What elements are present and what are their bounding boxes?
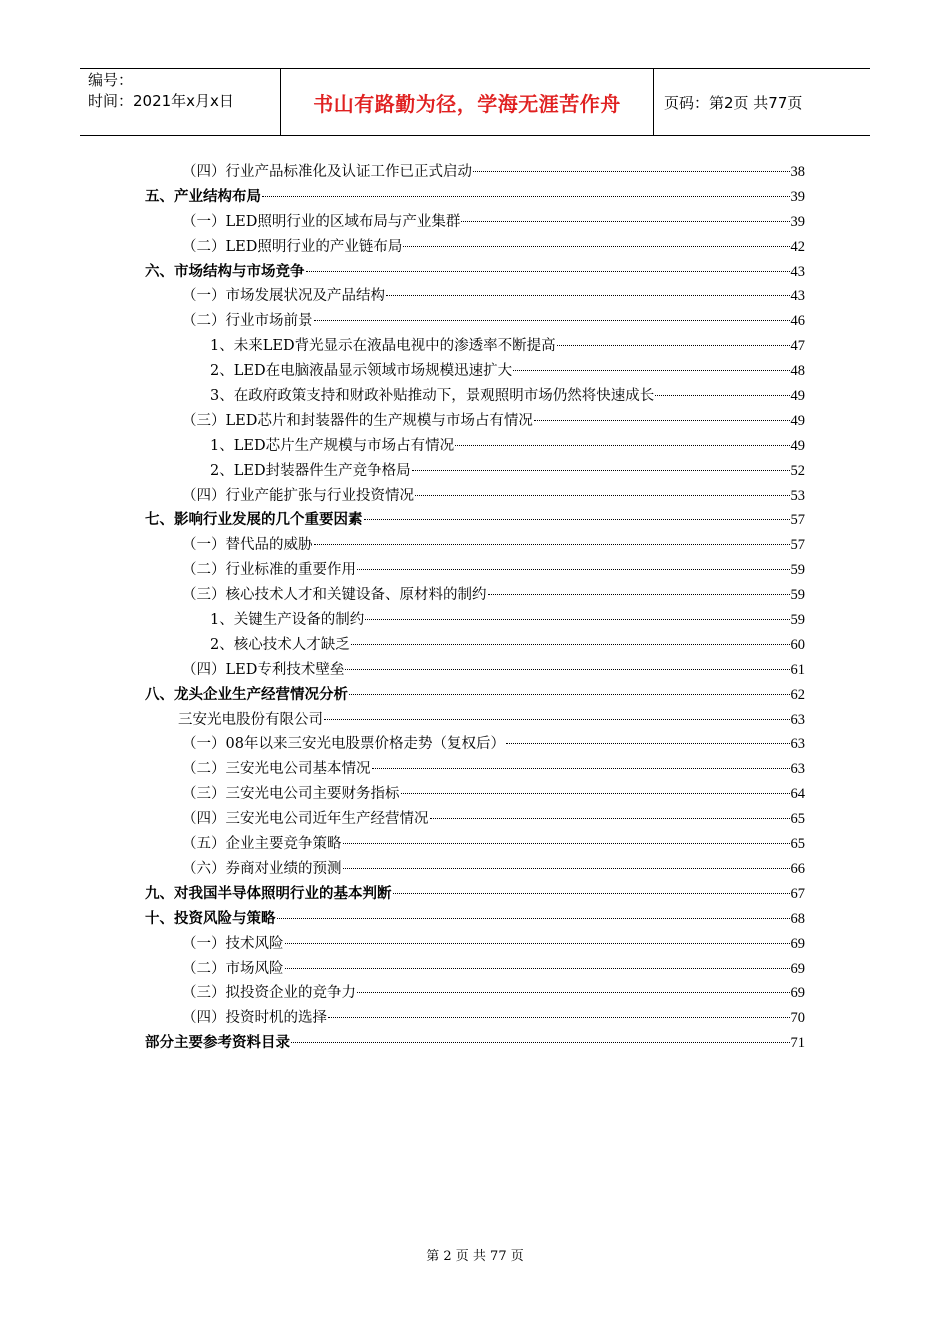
toc-entry[interactable]	[145, 832, 805, 857]
toc-entry-page: 63	[790, 736, 805, 753]
toc-entry-page: 52	[790, 462, 805, 479]
toc-entry-page: 59	[790, 587, 805, 604]
toc-entry[interactable]	[145, 932, 805, 957]
toc-entry[interactable]	[145, 434, 805, 459]
toc-entry-page: 46	[790, 313, 805, 330]
time-label: 时间：2021年x月x日	[88, 92, 234, 110]
toc-entry-page: 63	[790, 761, 805, 778]
toc-entry[interactable]	[145, 284, 805, 309]
toc-entry-title: 六、市场结构与市场竞争	[145, 263, 305, 280]
toc-entry-page: 59	[790, 612, 805, 629]
toc-entry-page: 38	[790, 164, 805, 180]
toc-dot-leader	[513, 370, 789, 371]
toc-entry-title: 2、LED在电脑液晶显示领域市场规模迅速扩大	[210, 363, 513, 380]
toc-entry-page: 57	[790, 512, 805, 529]
toc-entry-title: 十、投资风险与策略	[145, 910, 276, 927]
header-meta	[80, 69, 281, 135]
toc-entry[interactable]	[145, 160, 805, 185]
toc-entry[interactable]	[145, 1031, 805, 1056]
toc-entry-title: 七、影响行业发展的几个重要因素	[145, 512, 363, 529]
toc-entry[interactable]	[145, 907, 805, 932]
toc-entry-title: （二）行业标准的重要作用	[182, 562, 356, 579]
toc-entry[interactable]	[145, 957, 805, 982]
toc-entry[interactable]	[145, 882, 805, 907]
toc-dot-leader	[386, 295, 790, 296]
page-footer: 第 2 页 共 77 页	[426, 1249, 524, 1264]
toc-dot-leader	[262, 196, 790, 197]
header-motto: 书山有路勤为径，学海无涯苦作舟	[281, 69, 654, 135]
toc-entry-title: （四）行业产能扩张与行业投资情况	[182, 487, 414, 504]
toc-entry-page: 66	[790, 860, 805, 877]
toc-dot-leader	[403, 246, 789, 247]
toc-entry[interactable]	[145, 260, 805, 285]
toc-dot-leader	[393, 893, 790, 894]
toc-entry[interactable]	[145, 309, 805, 334]
toc-entry-page: 71	[790, 1035, 805, 1052]
toc-entry-title: （一）08年以来三安光电股票价格走势（复权后）	[182, 736, 505, 753]
toc-entry-title: 八、龙头企业生产经营情况分析	[145, 686, 348, 703]
toc-entry-page: 65	[790, 811, 805, 828]
toc-dot-leader	[291, 1042, 790, 1043]
toc-entry-title: （三）核心技术人才和关键设备、原材料的制约	[182, 587, 487, 604]
toc-entry[interactable]	[145, 484, 805, 509]
toc-entry-page: 49	[790, 437, 805, 454]
toc-entry[interactable]	[145, 608, 805, 633]
toc-entry-page: 69	[790, 935, 805, 952]
toc-entry-title: 3、在政府政策支持和财政补贴推动下，景观照明市场仍然将快速成长	[210, 388, 655, 405]
toc-entry-page: 60	[790, 636, 805, 653]
toc-entry-page: 69	[790, 960, 805, 977]
table-of-contents	[145, 160, 805, 1056]
toc-entry-page: 62	[790, 686, 805, 703]
toc-dot-leader	[343, 843, 790, 844]
toc-entry-title: （五）企业主要竞争策略	[182, 836, 342, 853]
toc-dot-leader	[372, 768, 790, 769]
toc-dot-leader	[365, 619, 789, 620]
toc-entry-page: 67	[790, 885, 805, 902]
toc-entry-title: （一）技术风险	[182, 935, 284, 952]
toc-entry-title: （三）LED芯片和封装器件的生产规模与市场占有情况	[182, 412, 533, 429]
toc-entry[interactable]	[145, 857, 805, 882]
toc-entry-page: 43	[790, 263, 805, 280]
toc-dot-leader	[285, 968, 790, 969]
toc-dot-leader	[285, 943, 790, 944]
toc-entry[interactable]	[145, 807, 805, 832]
toc-dot-leader	[412, 470, 790, 471]
number-label: 编号：	[88, 71, 134, 89]
toc-entry-title: （一）市场发展状况及产品结构	[182, 288, 385, 305]
toc-entry-page: 69	[790, 985, 805, 1002]
toc-entry-page: 65	[790, 836, 805, 853]
toc-entry[interactable]	[145, 235, 805, 260]
toc-dot-leader	[357, 992, 790, 993]
page-header	[80, 68, 870, 136]
toc-dot-leader	[328, 1017, 790, 1018]
toc-entry-title: 五、产业结构布局	[145, 188, 261, 205]
toc-entry[interactable]	[145, 757, 805, 782]
toc-entry-page: 47	[790, 338, 805, 355]
toc-entry[interactable]	[145, 533, 805, 558]
toc-entry[interactable]	[145, 732, 805, 757]
toc-dot-leader	[314, 544, 790, 545]
toc-entry-title: （二）市场风险	[182, 960, 284, 977]
toc-entry-page: 63	[790, 711, 805, 728]
toc-dot-leader	[314, 320, 790, 321]
toc-entry-page: 49	[790, 388, 805, 405]
toc-entry[interactable]	[145, 708, 805, 733]
toc-entry-page: 68	[790, 910, 805, 927]
toc-entry[interactable]	[145, 558, 805, 583]
toc-entry[interactable]	[145, 683, 805, 708]
toc-entry-title: （二）三安光电公司基本情况	[182, 761, 371, 778]
toc-dot-leader	[415, 495, 790, 496]
toc-dot-leader	[357, 569, 790, 570]
toc-entry-title: （二）行业市场前景	[182, 313, 313, 330]
toc-entry-page: 42	[790, 238, 805, 255]
toc-entry-title: （六）券商对业绩的预测	[182, 860, 342, 877]
toc-entry-page: 49	[790, 412, 805, 429]
toc-entry[interactable]	[145, 658, 805, 683]
toc-entry-title: （四）三安光电公司近年生产经营情况	[182, 811, 429, 828]
toc-entry[interactable]	[145, 633, 805, 658]
toc-entry[interactable]	[145, 583, 805, 608]
toc-dot-leader	[473, 171, 790, 172]
toc-entry-page: 39	[790, 188, 805, 205]
toc-dot-leader	[345, 669, 789, 670]
toc-dot-leader	[343, 868, 790, 869]
toc-dot-leader	[455, 445, 789, 446]
toc-entry-page: 64	[790, 786, 805, 803]
toc-entry[interactable]	[145, 1006, 805, 1031]
toc-dot-leader	[461, 221, 789, 222]
toc-entry[interactable]	[145, 782, 805, 807]
toc-dot-leader	[557, 345, 790, 346]
toc-entry-title: （一）LED照明行业的区域布局与产业集群	[182, 213, 461, 230]
toc-dot-leader	[364, 519, 790, 520]
toc-entry-page: 43	[790, 288, 805, 305]
toc-entry[interactable]	[145, 359, 805, 384]
toc-entry-page: 59	[790, 562, 805, 579]
toc-entry[interactable]	[145, 409, 805, 434]
toc-entry-title: 1、LED芯片生产规模与市场占有情况	[210, 437, 455, 454]
toc-entry-title: 1、未来LED背光显示在液晶电视中的渗透率不断提高	[210, 338, 556, 355]
toc-dot-leader	[324, 719, 790, 720]
toc-entry-title: 九、对我国半导体照明行业的基本判断	[145, 885, 392, 902]
toc-entry-title: （四）投资时机的选择	[182, 1010, 327, 1027]
toc-entry-title: （四）LED专利技术壁垒	[182, 661, 345, 678]
toc-entry[interactable]	[145, 185, 805, 210]
toc-dot-leader	[506, 743, 790, 744]
toc-entry-title: （二）LED照明行业的产业链布局	[182, 238, 403, 255]
toc-entry-page: 48	[790, 363, 805, 380]
toc-dot-leader	[277, 918, 790, 919]
toc-dot-leader	[534, 420, 790, 421]
toc-dot-leader	[430, 818, 790, 819]
header-page-info: 页码：第2页 共77页	[664, 93, 803, 112]
toc-entry-title: （四）行业产品标准化及认证工作已正式启动	[182, 164, 472, 180]
toc-dot-leader	[655, 395, 789, 396]
toc-entry-title: （三）三安光电公司主要财务指标	[182, 786, 400, 803]
toc-entry-title: （三）拟投资企业的竞争力	[182, 985, 356, 1002]
toc-entry-page: 57	[790, 537, 805, 554]
toc-entry-page: 53	[790, 487, 805, 504]
toc-entry-page: 70	[790, 1010, 805, 1027]
toc-dot-leader	[349, 694, 790, 695]
toc-entry[interactable]	[145, 459, 805, 484]
toc-entry-page: 61	[790, 661, 805, 678]
toc-dot-leader	[351, 644, 790, 645]
toc-entry-title: （一）替代品的威胁	[182, 537, 313, 554]
toc-dot-leader	[488, 594, 790, 595]
toc-entry[interactable]	[145, 508, 805, 533]
toc-entry[interactable]	[145, 334, 805, 359]
toc-entry[interactable]	[145, 384, 805, 409]
toc-entry-title: 1、关键生产设备的制约	[210, 612, 365, 629]
toc-entry-title: 部分主要参考资料目录	[145, 1035, 290, 1052]
toc-entry[interactable]	[145, 981, 805, 1006]
toc-dot-leader	[401, 793, 790, 794]
toc-entry-title: 三安光电股份有限公司	[178, 711, 323, 728]
toc-entry-title: 2、LED封装器件生产竞争格局	[210, 462, 411, 479]
toc-entry-title: 2、核心技术人才缺乏	[210, 636, 350, 653]
toc-entry[interactable]	[145, 210, 805, 235]
toc-entry-page: 39	[790, 213, 805, 230]
toc-dot-leader	[306, 271, 790, 272]
